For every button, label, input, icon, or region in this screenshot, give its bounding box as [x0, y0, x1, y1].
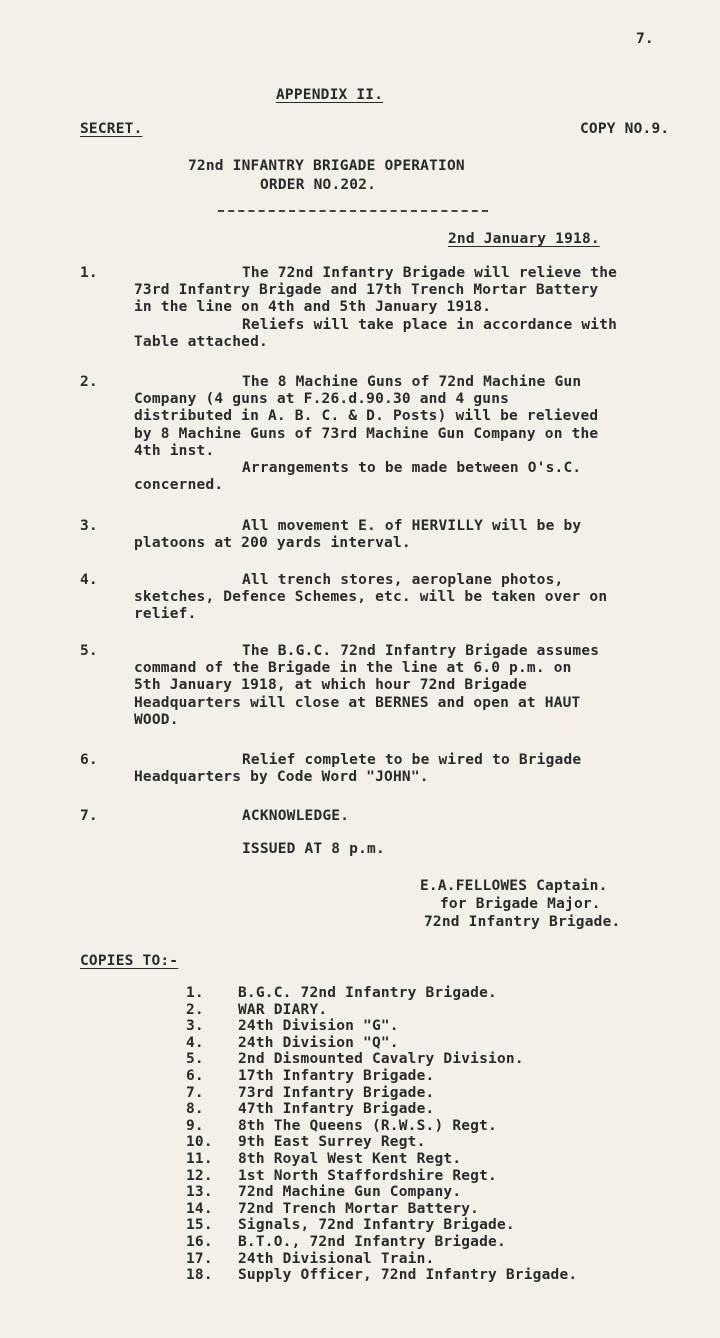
item-number: 11.	[186, 1150, 213, 1167]
signature-role: for Brigade Major.	[440, 896, 601, 912]
copy-number: COPY NO.9.	[580, 121, 670, 137]
item-number: 13.	[186, 1184, 213, 1201]
item-number: 9.	[186, 1117, 204, 1134]
paragraph-number: 5.	[80, 643, 98, 659]
text-line: 73rd Infantry Brigade and 17th Trench Mortar Battery	[134, 282, 599, 299]
text-line: in the line on 4th and 5th January 1918.	[134, 299, 492, 316]
text-line: The 72nd Infantry Brigade will relieve the	[242, 265, 618, 281]
item-number: 16.	[186, 1233, 213, 1250]
item-number: 7.	[186, 1084, 204, 1101]
text-line: WOOD.	[134, 711, 179, 728]
list-item	[186, 985, 577, 1002]
distribution-list	[186, 985, 577, 1284]
order-title-line1: 72nd INFANTRY BRIGADE OPERATION	[188, 158, 465, 174]
list-item	[186, 1085, 577, 1102]
item-number: 18.	[186, 1267, 213, 1284]
list-item	[186, 1251, 577, 1268]
signature-name: E.A.FELLOWES Captain.	[420, 878, 608, 894]
page-number: 7.	[636, 31, 654, 47]
order-title-line2: ORDER NO.202.	[260, 177, 377, 193]
item-text: Signals, 72nd Infantry Brigade.	[238, 1217, 515, 1234]
item-number: 17.	[186, 1250, 213, 1267]
copies-heading: COPIES TO:-	[80, 953, 179, 969]
list-item	[186, 1035, 577, 1052]
paragraph-number: 7.	[80, 808, 98, 824]
text-line: Headquarters by Code Word "JOHN".	[134, 769, 429, 786]
classification-label: SECRET.	[80, 121, 143, 137]
text-line: Table attached.	[134, 333, 268, 350]
list-item	[186, 1184, 577, 1201]
paragraph-number: 4.	[80, 572, 98, 588]
text-line: Reliefs will take place in accordance with	[242, 316, 618, 333]
list-item	[186, 1118, 577, 1135]
item-number: 5.	[186, 1051, 204, 1068]
text-line: command of the Brigade in the line at 6.0 p.m. on	[134, 660, 572, 677]
text-line: distributed in A. B. C. & D. Posts) will be relieved	[134, 408, 599, 425]
item-text: 47th Infantry Brigade.	[238, 1101, 435, 1118]
list-item	[186, 1018, 577, 1035]
item-text: WAR DIARY.	[238, 1001, 328, 1018]
item-text: 24th Divisional Train.	[238, 1250, 435, 1267]
list-item	[186, 1201, 577, 1218]
item-text: 72nd Machine Gun Company.	[238, 1184, 462, 1201]
item-number: 8.	[186, 1101, 204, 1118]
text-line: Relief complete to be wired to Brigade	[242, 752, 582, 768]
item-number: 14.	[186, 1200, 213, 1217]
list-item	[186, 1168, 577, 1185]
list-item	[186, 1217, 577, 1234]
paragraph-number: 3.	[80, 518, 98, 534]
text-line: All trench stores, aeroplane photos,	[242, 572, 564, 588]
appendix-heading: APPENDIX II.	[276, 87, 384, 103]
item-text: 24th Division "G".	[238, 1018, 399, 1035]
item-text: B.G.C. 72nd Infantry Brigade.	[238, 985, 497, 1001]
item-text: 9th East Surrey Regt.	[238, 1134, 426, 1151]
item-number: 12.	[186, 1167, 213, 1184]
item-text: 24th Division "Q".	[238, 1034, 399, 1051]
list-item	[186, 1234, 577, 1251]
list-item	[186, 1051, 577, 1068]
list-item	[186, 1267, 577, 1284]
paragraph-number: 2.	[80, 374, 98, 390]
text-line: ACKNOWLEDGE.	[242, 808, 350, 824]
item-text: 17th Infantry Brigade.	[238, 1067, 435, 1084]
item-number: 3.	[186, 1018, 204, 1035]
item-text: 1st North Staffordshire Regt.	[238, 1167, 497, 1184]
item-text: 8th Royal West Kent Regt.	[238, 1150, 462, 1167]
item-number: 4.	[186, 1034, 204, 1051]
item-number: 15.	[186, 1217, 213, 1234]
item-text: Supply Officer, 72nd Infantry Brigade.	[238, 1267, 578, 1284]
title-divider	[218, 210, 488, 212]
item-number: 10.	[186, 1134, 213, 1151]
text-line: The 8 Machine Guns of 72nd Machine Gun	[242, 374, 582, 390]
text-line: sketches, Defence Schemes, etc. will be taken over on	[134, 589, 608, 606]
text-line: Arrangements to be made between O's.C.	[242, 460, 582, 477]
item-number: 1.	[186, 985, 204, 1001]
paragraph-number: 6.	[80, 752, 98, 768]
list-item	[186, 1068, 577, 1085]
text-line: 4th inst.	[134, 442, 215, 459]
list-item	[186, 1134, 577, 1151]
text-line: platoons at 200 yards interval.	[134, 535, 411, 552]
item-text: B.T.O., 72nd Infantry Brigade.	[238, 1233, 506, 1250]
item-number: 6.	[186, 1067, 204, 1084]
list-item	[186, 1151, 577, 1168]
text-line: All movement E. of HERVILLY will be by	[242, 518, 582, 534]
text-line: concerned.	[134, 477, 224, 494]
text-line: 5th January 1918, at which hour 72nd Brigade	[134, 677, 527, 694]
list-item	[186, 1101, 577, 1118]
text-line: relief.	[134, 606, 197, 623]
item-text: 2nd Dismounted Cavalry Division.	[238, 1051, 524, 1068]
item-number: 2.	[186, 1001, 204, 1018]
paragraph-number: 1.	[80, 265, 98, 281]
item-text: 8th The Queens (R.W.S.) Regt.	[238, 1117, 497, 1134]
order-date: 2nd January 1918.	[448, 231, 600, 247]
text-line: The B.G.C. 72nd Infantry Brigade assumes	[242, 643, 600, 659]
item-text: 72nd Trench Mortar Battery.	[238, 1200, 480, 1217]
signature-unit: 72nd Infantry Brigade.	[424, 914, 621, 930]
list-item	[186, 1002, 577, 1019]
item-text: 73rd Infantry Brigade.	[238, 1084, 435, 1101]
text-line: Company (4 guns at F.26.d.90.30 and 4 guns	[134, 391, 510, 408]
text-line: ISSUED AT 8 p.m.	[242, 841, 385, 858]
text-line: by 8 Machine Guns of 73rd Machine Gun Company on the	[134, 425, 599, 442]
text-line: Headquarters will close at BERNES and open at HAUT	[134, 694, 581, 711]
